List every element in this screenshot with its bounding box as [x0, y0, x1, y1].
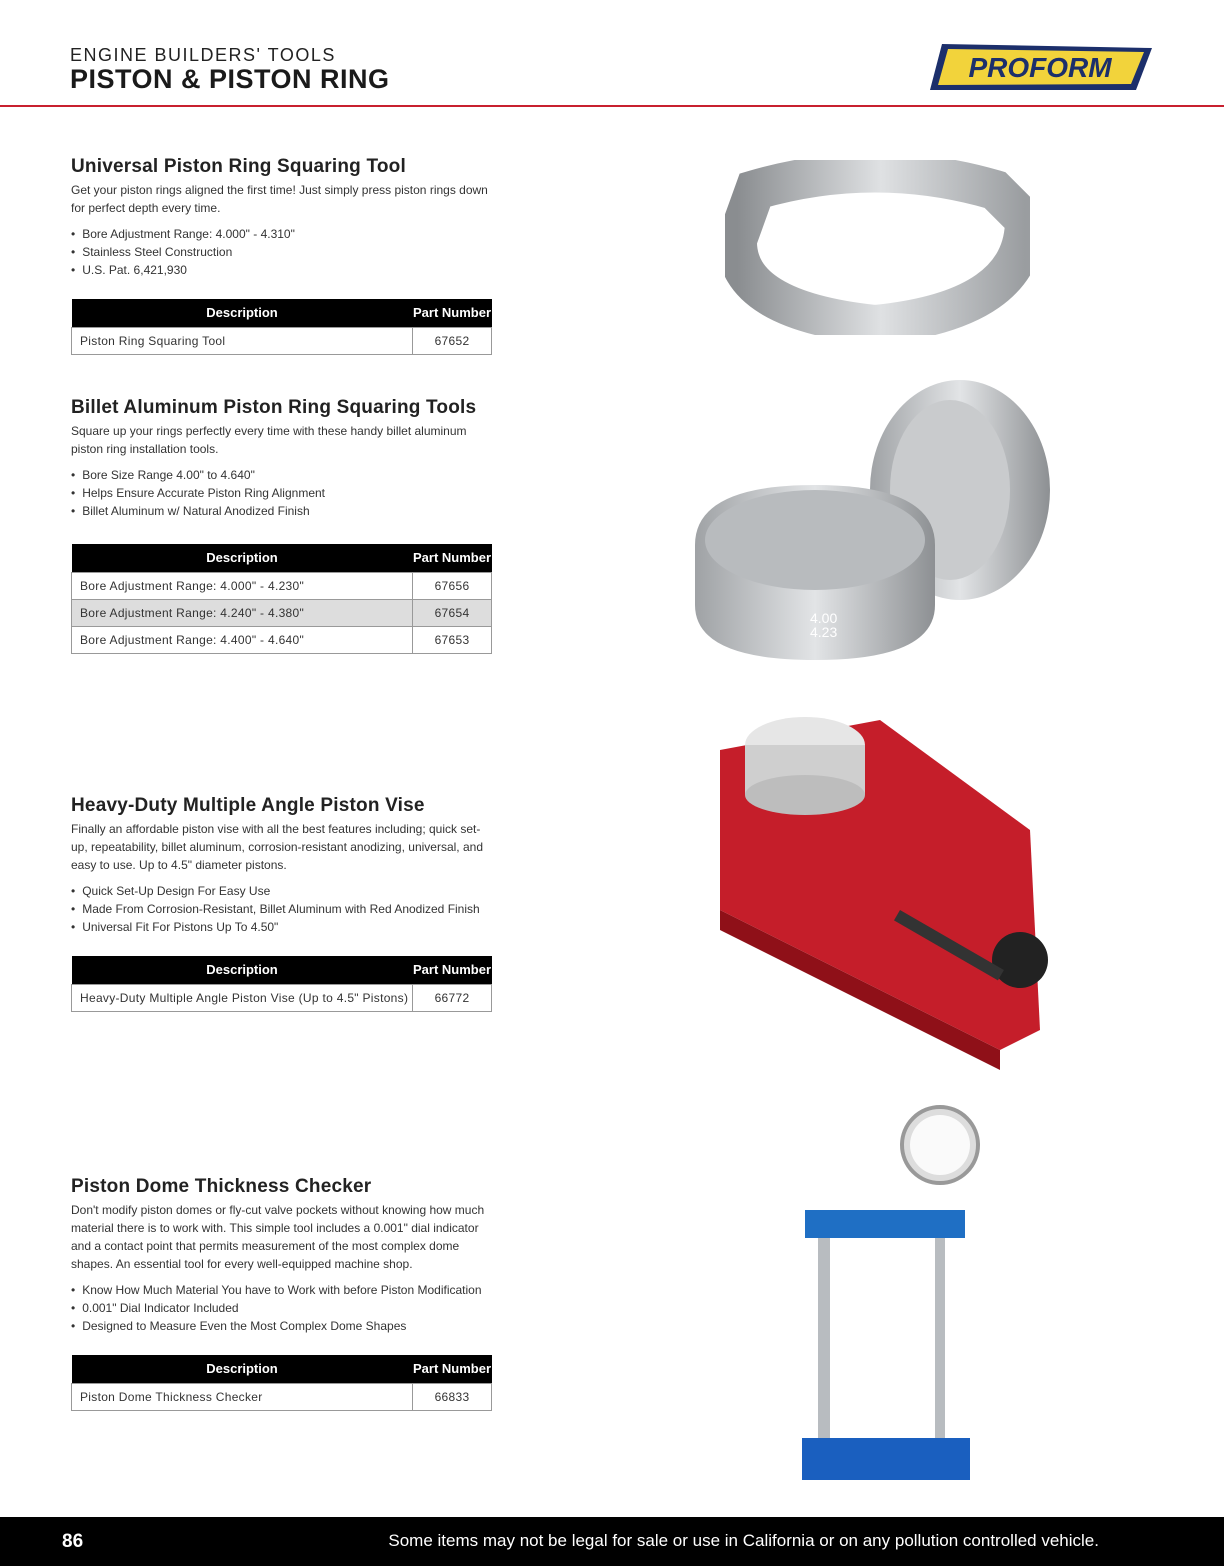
- product-section-ring-squaring-tool: [71, 156, 492, 355]
- section-category: ENGINE BUILDERS' TOOLS: [70, 45, 336, 65]
- product-title: Billet Aluminum Piston Ring Squaring Tools: [71, 397, 477, 418]
- ring-squaring-tool-image: [725, 160, 1030, 335]
- row-description: Heavy-Duty Multiple Angle Piston Vise (Up to 4.5" Pistons): [72, 984, 413, 1011]
- feature-item: • 0.001" Dial Indicator Included: [71, 1299, 492, 1317]
- part-number-header: Part Number: [413, 956, 492, 984]
- feature-item: • Bore Size Range 4.00" to 4.640": [71, 466, 492, 484]
- piston-vise-image: [700, 710, 1060, 1085]
- product-title: Universal Piston Ring Squaring Tool: [71, 156, 406, 177]
- page-title: PISTON & PISTON RING: [70, 64, 390, 94]
- table-row: [72, 1383, 492, 1410]
- row-part-number: 66833: [413, 1383, 492, 1410]
- legal-disclaimer: Some items may not be legal for sale or use in California or on any pollution controlled vehicle.: [388, 1531, 1099, 1550]
- feature-item: • Bore Adjustment Range: 4.000" - 4.310": [71, 225, 492, 243]
- product-title: Heavy-Duty Multiple Angle Piston Vise: [71, 795, 425, 816]
- product-section-piston-vise: [71, 795, 492, 1012]
- feature-item: • Designed to Measure Even the Most Complex Dome Shapes: [71, 1317, 492, 1335]
- billet-squaring-tools-image: [690, 375, 1075, 665]
- table-row: [72, 327, 492, 354]
- row-description: Piston Ring Squaring Tool: [72, 327, 413, 354]
- feature-list: [71, 1281, 492, 1335]
- table-row: [72, 572, 492, 599]
- feature-item: • U.S. Pat. 6,421,930: [71, 261, 492, 279]
- row-description: Bore Adjustment Range: 4.240" - 4.380": [72, 599, 413, 626]
- dome-checker-image: [800, 1100, 985, 1485]
- feature-item: • Quick Set-Up Design For Easy Use: [71, 882, 492, 900]
- part-table: [71, 1355, 492, 1411]
- part-number-header: Part Number: [413, 1355, 492, 1383]
- svg-text:PROFORM: PROFORM: [968, 52, 1112, 83]
- proform-logo: [928, 42, 1153, 94]
- page-number: 86: [62, 1531, 84, 1552]
- row-description: Bore Adjustment Range: 4.400" - 4.640": [72, 626, 413, 653]
- feature-item: • Know How Much Material You have to Work with before Piston Modification: [71, 1281, 492, 1299]
- part-table: [71, 544, 492, 654]
- row-description: Piston Dome Thickness Checker: [72, 1383, 413, 1410]
- feature-list: [71, 882, 492, 936]
- product-description: Finally an affordable piston vise with all the best features including; quick set-up, repeatability, billet aluminum, corrosion-resistant anodizing, universal, and easy to use. Up to 4.5" diameter pistons.: [71, 822, 483, 872]
- row-part-number: 66772: [413, 984, 492, 1011]
- part-number-header: Part Number: [413, 544, 492, 572]
- description-header: Description: [72, 1355, 413, 1383]
- feature-item: • Made From Corrosion-Resistant, Billet Aluminum with Red Anodized Finish: [71, 900, 492, 918]
- product-description: Get your piston rings aligned the first time! Just simply press piston rings down for perfect depth every time.: [71, 183, 488, 215]
- part-table: [71, 956, 492, 1012]
- size-label: 4.23: [810, 624, 838, 640]
- row-part-number: 67653: [413, 626, 492, 653]
- part-table: [71, 299, 492, 355]
- part-number-header: Part Number: [413, 299, 492, 327]
- product-description: Don't modify piston domes or fly-cut valve pockets without knowing how much material there is to work with. This simple tool includes a 0.001" dial indicator and a contact point that permits measurement of the most complex dome shapes. An essential tool for every well-equipped machine shop.: [71, 1203, 485, 1271]
- feature-list: [71, 225, 492, 279]
- row-part-number: 67656: [413, 572, 492, 599]
- feature-item: • Stainless Steel Construction: [71, 243, 492, 261]
- table-row: [72, 626, 492, 653]
- description-header: Description: [72, 299, 413, 327]
- feature-list: [71, 466, 492, 520]
- header-rule: [0, 105, 1224, 107]
- product-section-billet-squaring-tools: [71, 397, 492, 654]
- row-description: Bore Adjustment Range: 4.000" - 4.230": [72, 572, 413, 599]
- row-part-number: 67654: [413, 599, 492, 626]
- description-header: Description: [72, 544, 413, 572]
- size-label: 4.00: [810, 610, 838, 626]
- feature-item: • Universal Fit For Pistons Up To 4.50": [71, 918, 492, 936]
- table-row: [72, 984, 492, 1011]
- product-title: Piston Dome Thickness Checker: [71, 1176, 372, 1197]
- feature-item: • Billet Aluminum w/ Natural Anodized Finish: [71, 502, 492, 520]
- page-footer: [0, 1517, 1224, 1566]
- row-part-number: 67652: [413, 327, 492, 354]
- product-description: Square up your rings perfectly every time with these handy billet aluminum piston ring installation tools.: [71, 424, 467, 456]
- description-header: Description: [72, 956, 413, 984]
- product-section-dome-checker: [71, 1176, 492, 1411]
- table-row: [72, 599, 492, 626]
- feature-item: • Helps Ensure Accurate Piston Ring Alignment: [71, 484, 492, 502]
